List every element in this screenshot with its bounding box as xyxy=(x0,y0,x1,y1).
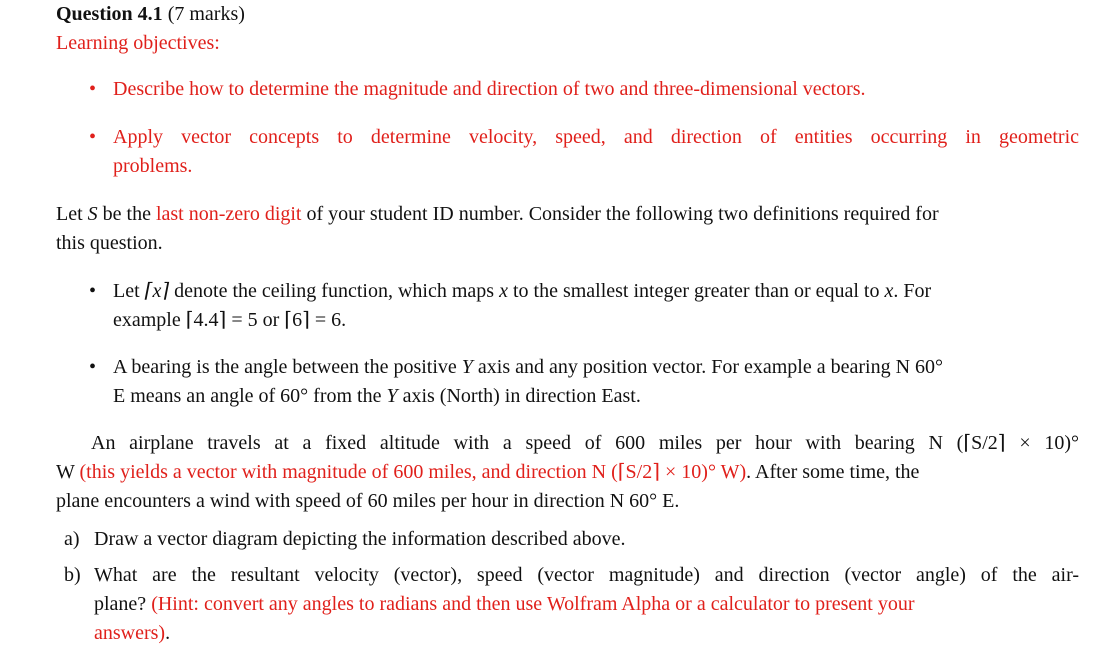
part-b-line2 xyxy=(94,592,1079,616)
bullet-dot: • xyxy=(89,356,97,378)
def-text: Let xyxy=(113,280,145,302)
part-b-text: . xyxy=(165,622,171,644)
intro-line2: this question. xyxy=(56,232,163,254)
learning-objectives-title: Learning objectives: xyxy=(56,32,220,54)
question-label: Question 4.1 xyxy=(56,3,163,25)
bearing-def-line2 xyxy=(113,384,1079,408)
intro-text: of your student ID number. Consider the following two definitions required for xyxy=(301,203,939,225)
problem-text: W xyxy=(56,461,80,483)
problem-line3: plane encounters a wind with speed of 60 miles per hour in direction N 60° E. xyxy=(56,490,680,512)
var-y: Y xyxy=(461,356,473,378)
var-y: Y xyxy=(386,385,398,407)
bullet-dot: • xyxy=(89,280,97,302)
problem-text: . After some time, the xyxy=(746,461,920,483)
problem-line2 xyxy=(56,460,1079,484)
ceiling-math: ⌈x⌉ xyxy=(144,280,170,302)
part-b-label: b) xyxy=(64,564,81,586)
def-text: A bearing is the angle between the positive xyxy=(113,356,462,378)
objective-2-line2: problems. xyxy=(113,155,193,177)
question-marks: (7 marks) xyxy=(167,3,245,25)
intro-text: Let xyxy=(56,203,88,225)
part-b-text: plane? xyxy=(94,593,152,615)
part-b-line1: What are the resultant velocity (vector), speed (vector magnitude) and direction (vector angle) of the air- xyxy=(94,564,1079,586)
var-x: x xyxy=(499,280,508,302)
def-text: denote the ceiling function, which maps xyxy=(169,280,500,302)
part-a-label: a) xyxy=(64,528,80,550)
objective-2-line1: Apply vector concepts to determine velocity, speed, and direction of entities occurring in geometric xyxy=(113,126,1079,148)
def-text: to the smallest integer greater than or equal to xyxy=(507,280,885,302)
problem-line1: An airplane travels at a fixed altitude with a speed of 600 miles per hour with bearing N (⌈S/2⌉ × 10)° xyxy=(91,432,1079,454)
def-text: E means an angle of 60° from the xyxy=(113,385,387,407)
bearing-def-line1 xyxy=(113,355,1079,379)
question-heading xyxy=(56,2,1079,26)
bullet-dot: • xyxy=(89,78,97,100)
var-s: S xyxy=(87,203,98,225)
part-b-line3 xyxy=(94,621,1079,645)
def-text: . For xyxy=(893,280,932,302)
part-a-text: Draw a vector diagram depicting the information described above. xyxy=(94,528,626,550)
ceiling-def-line2: example ⌈4.4⌉ = 5 or ⌈6⌉ = 6. xyxy=(113,309,347,331)
def-text: axis and any position vector. For example a bearing N 60° xyxy=(472,356,944,378)
var-x: x xyxy=(884,280,894,302)
intro-line1 xyxy=(56,202,1079,226)
part-b-hint: answers) xyxy=(94,622,166,644)
intro-highlight: last non-zero digit xyxy=(155,203,302,225)
bullet-dot: • xyxy=(89,126,97,148)
problem-note: (this yields a vector with magnitude of 600 miles, and direction N (⌈S/2⌉ × 10)° W) xyxy=(79,461,747,483)
objective-1: Describe how to determine the magnitude and direction of two and three-dimensional vectors. xyxy=(113,78,866,100)
def-text: axis (North) in direction East. xyxy=(397,385,641,407)
part-b-hint: (Hint: convert any angles to radians and then use Wolfram Alpha or a calculator to present your xyxy=(151,593,915,615)
ceiling-def-line1 xyxy=(113,279,1079,303)
intro-text: be the xyxy=(97,203,156,225)
